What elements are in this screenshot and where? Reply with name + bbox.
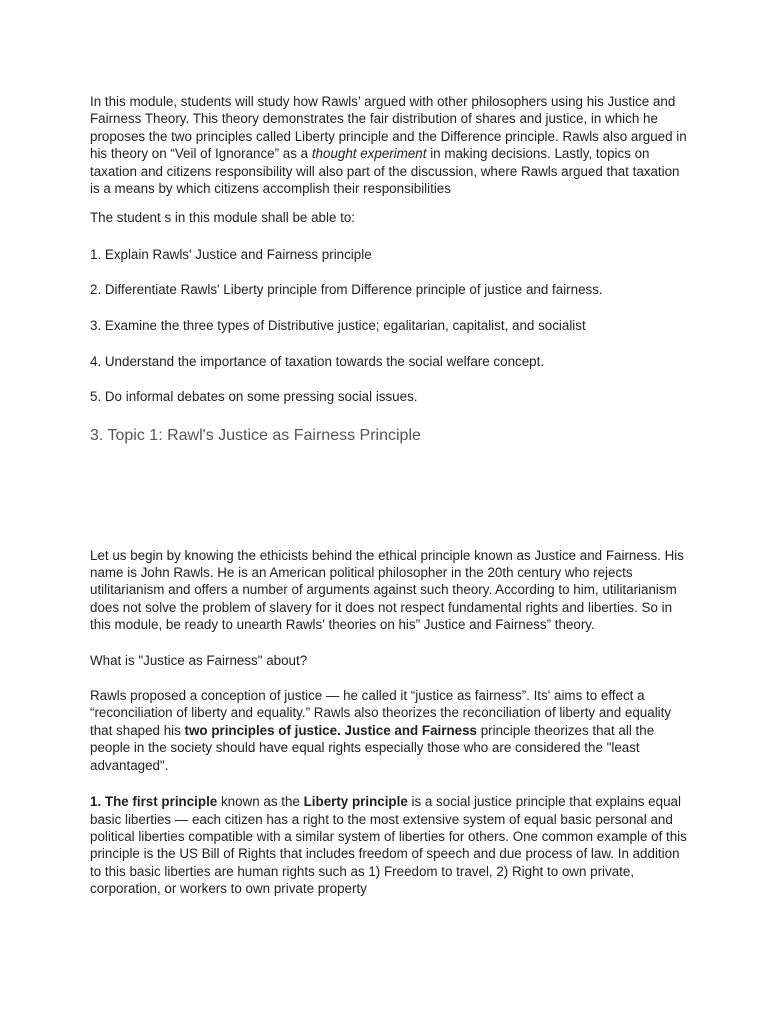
intro-emphasis: thought experiment <box>311 146 427 162</box>
objective-item-5: 5. Do informal debates on some pressing social issues. <box>90 389 418 405</box>
objective-item-1: 1. Explain Rawls' Justice and Fairness principle <box>90 246 372 262</box>
conception-text-part1: Rawls proposed a conception of justice — he called it “justice as fairness”. Its' aims to effect a “reconciliation of liberty and equality.” Rawls also theorizes the reconciliation of liberty and equality that shaped his <box>90 688 672 738</box>
intro-text-part1: In this module, students will study how Rawls’ argued with other philosophers using his Justice and Fairness Theory. This theory demonstrates the fair distribution of shares and justice, in which he proposes the two principles called Liberty principle and the Difference principle. Rawls also argued in his theory on “Veil of Ignorance” as a <box>90 94 687 162</box>
first-principle-label: 1. The first principle <box>90 794 218 810</box>
first-principle-text2: is a social justice principle that explains equal basic liberties — each citizen has a right to the most extensive system of equal basic personal and political liberties compatible with a similar system of liberties for others. One common example of this principle is the US Bill of Rights that includes freedom of speech and due process of law. In addition to this basic liberties are human rights such as 1) Freedom to travel, 2) Right to own private, corporation, or workers to own private property <box>90 794 687 897</box>
objective-item-2: 2. Differentiate Rawls' Liberty principle from Difference principle of justice and fairness. <box>90 282 603 298</box>
first-principle-text1: known as the <box>217 794 304 810</box>
conception-paragraph <box>90 687 690 774</box>
objectives-list <box>90 246 690 406</box>
objectives-lead: The student s in this module shall be able to: <box>90 210 355 226</box>
topic-heading: 3. Topic 1: Rawl's Justice as Fairness Principle <box>90 426 421 444</box>
conception-bold: two principles of justice. Justice and Fairness <box>184 722 477 738</box>
ethicist-paragraph: Let us begin by knowing the ethicists behind the ethical principle known as Justice and Fairness. His name is John Rawls. He is an American political philosopher in the 20th century who rejects utilitarianism and offers a number of arguments against such theory. According to him, utilitarianism does not solve the problem of slavery for it does not respect fundamental rights and liberties. So in this module, be ready to unearth Rawls' theories on his” Justice and Fairness” theory. <box>90 547 684 633</box>
first-principle-paragraph <box>90 793 690 897</box>
document-page <box>90 93 690 898</box>
section-spacer <box>90 446 690 547</box>
question-line: What is "Justice as Fairness" about? <box>90 652 308 668</box>
intro-text-part2: in making decisions. Lastly, topics on taxation and citizens responsibility will also part of the discussion, where Rawls argued that taxation is a means by which citizens accomplish their responsibilities <box>90 146 680 197</box>
objective-item-3: 3. Examine the three types of Distributive justice; egalitarian, capitalist, and socialist <box>90 318 586 334</box>
conception-text-part2: principle theorizes that all the people in the society should have equal rights especially those who are considered the "least advantaged". <box>90 722 655 773</box>
intro-paragraph <box>90 93 690 197</box>
liberty-principle-label: Liberty principle <box>303 794 408 810</box>
objective-item-4: 4. Understand the importance of taxation towards the social welfare concept. <box>90 353 545 369</box>
